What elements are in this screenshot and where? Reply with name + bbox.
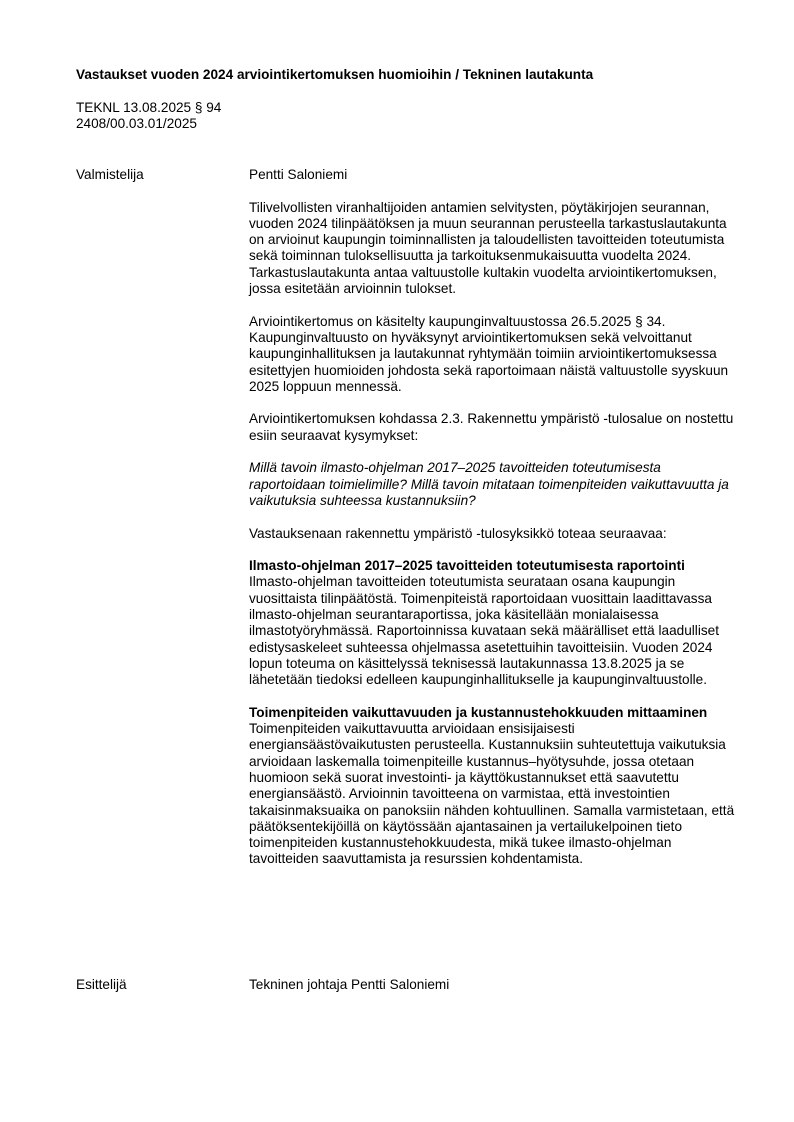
paragraph-questions: Millä tavoin ilmasto-ohjelman 2017–2025 tavoitteiden toteutumisesta raportoidaan toimielimille? Millä tavoin mitataan toimenpiteiden vaikuttavuutta ja vaikutuksia suhteessa kustannuksiin? [249, 460, 729, 508]
paragraph-questions-intro: Arviointikertomuksen kohdassa 2.3. Rakennettu ympäristö -tulosalue on nostettu esiin seuraavat kysymykset: [249, 411, 734, 443]
main-content [249, 167, 739, 868]
preparer-label: Valmistelija [76, 167, 144, 182]
record-number: 2408/00.03.01/2025 [76, 116, 197, 132]
section-heading-effectiveness: Toimenpiteiden vaikuttavuuden ja kustannustehokkuuden mittaaminen [249, 704, 708, 720]
document-meta [76, 100, 221, 133]
meeting-reference: TEKNL 13.08.2025 § 94 [76, 100, 222, 115]
paragraph-council-decision: Arviointikertomus on käsitelty kaupunginvaltuustossa 26.5.2025 § 34. Kaupunginvaltuusto on hyväksynyt arviointikertomuksen sekä velvoittanut kaupunginhallituksen ja lautakunnat ryhtymään toimiin arviointikertomuksessa esitettyjen huomioiden johdosta sekä raportoimaan näistä valtuustolle syyskuun 2025 loppuun mennessä. [249, 313, 729, 394]
paragraph-evaluation-background: Tilivelvollisten viranhaltijoiden antamien selvitysten, pöytäkirjojen seurannan, vuoden 2024 tilinpäätöksen ja muun seurannan perusteella tarkastuslautakunta on arvioinut kaupungin toiminnallisten ja taloudellisten tavoitteiden toteutumista sekä toiminnan tuloksellisuutta ja tarkoituksenmukaisuutta vuodelta 2024. Tarkastuslautakunta antaa valtuustolle kultakin vuodelta arviointikertomuksen, jossa esitetään arvioinnin tulokset. [249, 199, 727, 297]
preparer-name: Pentti Saloniemi [249, 167, 348, 182]
document-title: Vastaukset vuoden 2024 arviointikertomuksen huomioihin / Tekninen lautakunta [76, 67, 594, 82]
section-text-reporting: Ilmasto-ohjelman tavoitteiden toteutumista seurataan osana kaupungin vuosittaista tilinpäätöstä. Toimenpiteistä raportoidaan vuosittain laadittavassa ilmasto-ohjelman seurantaraportissa, joka käsitellään monialaisessa ilmastotyöryhmässä. Raportoinnissa kuvataan sekä määrälliset että laadulliset edistysaskeleet suhteessa ohjelmassa asetettuihin tavoitteisiin. Vuoden 2024 lopun toteuma on käsittelyssä teknisessä lautakunnassa 13.8.2025 ja se lähetetään tiedoksi edelleen kaupunginhallitukselle ja kaupunginvaltuustolle. [249, 574, 719, 688]
paragraph-response-intro: Vastauksenaan rakennettu ympäristö -tulosyksikkö toteaa seuraavaa: [249, 525, 667, 541]
section-text-effectiveness: Toimenpiteiden vaikuttavuutta arvioidaan ensisijaisesti energiansäästövaikutusten perusteella. Kustannuksiin suhteutettuja vaikutuksia arvioidaan laskemalla toimenpiteille kustannus–hyötysuhde, jossa otetaan huomioon sekä suorat investointi- ja käyttökustannukset että saavutettu energiansäästö. Arvioinnin tavoitteena on varmistaa, että investointien takaisinmaksuaika on panoksiin nähden kohtuullinen. Samalla varmistetaan, että päätöksentekijöillä on käytössään ajantasainen ja vertailukelpoinen tieto toimenpiteiden kustannustehokkuudesta, mikä tukee ilmasto-ohjelman tavoitteiden saavuttamista ja resurssien kohdentamista. [249, 721, 735, 867]
section-heading-reporting: Ilmasto-ohjelman 2017–2025 tavoitteiden toteutumisesta raportointi [249, 558, 685, 574]
presenter-name: Tekninen johtaja Pentti Saloniemi [249, 977, 450, 992]
presenter-label: Esittelijä [76, 977, 127, 992]
